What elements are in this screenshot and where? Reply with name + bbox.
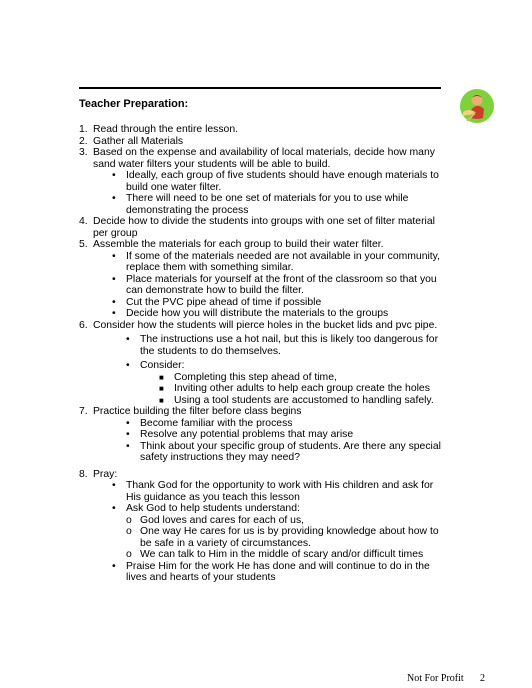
circle-sub-item: o One way He cares for us is by providing knowledge about how to be safe in a variety of circumstances. xyxy=(126,526,439,549)
bullet-item: • Ideally, each group of five students should have enough materials to build one water filter. xyxy=(112,170,439,193)
sub-bullet-item: ■ Using a tool students are accustomed to handling safely. xyxy=(159,394,434,406)
bullet-item: • Decide how you will distribute the materials to the groups xyxy=(112,308,389,319)
list-item: 1. Read through the entire lesson. xyxy=(79,124,238,135)
sub-bullet-item: ■ Inviting other adults to help each group create the holes xyxy=(159,383,430,394)
preparation-list xyxy=(79,124,449,584)
list-item: 2. Gather all Materials xyxy=(79,135,184,147)
bullet-item: • Cut the PVC pipe ahead of time if possible xyxy=(112,296,322,308)
bullet-item: • The instructions use a hot nail, but this is likely too dangerous for the students to do themselves. xyxy=(126,334,439,357)
list-item: 5. Assemble the materials for each group to build their water filter. xyxy=(79,239,384,250)
circle-sub-item: o We can talk to Him in the middle of scary and/or difficult times xyxy=(126,549,424,560)
header-rule xyxy=(79,87,441,89)
list-item: 3. Based on the expense and availability of local materials, decide how many sand water filters your students will be able to build. xyxy=(79,147,435,170)
bullet-item: • Ask God to help students understand: xyxy=(112,503,300,514)
list-item: 8. Pray: xyxy=(79,468,118,480)
bullet-item: • Think about your specific group of students. Are there any special safety instructions they may need? xyxy=(126,440,441,463)
bullet-item: • Consider: xyxy=(126,360,185,371)
praying-child-icon xyxy=(459,88,495,124)
list-item: 6. Consider how the students will pierce holes in the bucket lids and pvc pipe. xyxy=(79,319,438,331)
page-number: 2 xyxy=(480,673,485,684)
circle-sub-item: o God loves and cares for each of us, xyxy=(126,514,305,526)
section-heading: Teacher Preparation: xyxy=(79,98,189,110)
list-item: 7. Practice building the filter before class begins xyxy=(79,406,302,417)
bullet-item: • Place materials for yourself at the front of the classroom so that you can demonstrate how to build the filter. xyxy=(112,273,437,296)
bullet-item: • If some of the materials needed are not available in your community, replace them with something similar. xyxy=(112,250,440,273)
sub-bullet-item: ■ Completing this step ahead of time, xyxy=(159,371,337,383)
bullet-item: • Praise Him for the work He has done and will continue to do in the lives and hearts of your students xyxy=(112,560,430,583)
bullet-item: • Resolve any potential problems that may arise xyxy=(126,429,354,440)
list-item: 4. Decide how to divide the students into groups with one set of filter material per group xyxy=(79,216,435,239)
bullet-item: • Become familiar with the process xyxy=(126,417,293,429)
bullet-item: • There will need to be one set of materials for you to use while demonstrating the process xyxy=(112,193,409,216)
footer-label: Not For Profit xyxy=(407,673,464,684)
bullet-item: • Thank God for the opportunity to work with His children and ask for His guidance as you teach this lesson xyxy=(112,480,434,503)
